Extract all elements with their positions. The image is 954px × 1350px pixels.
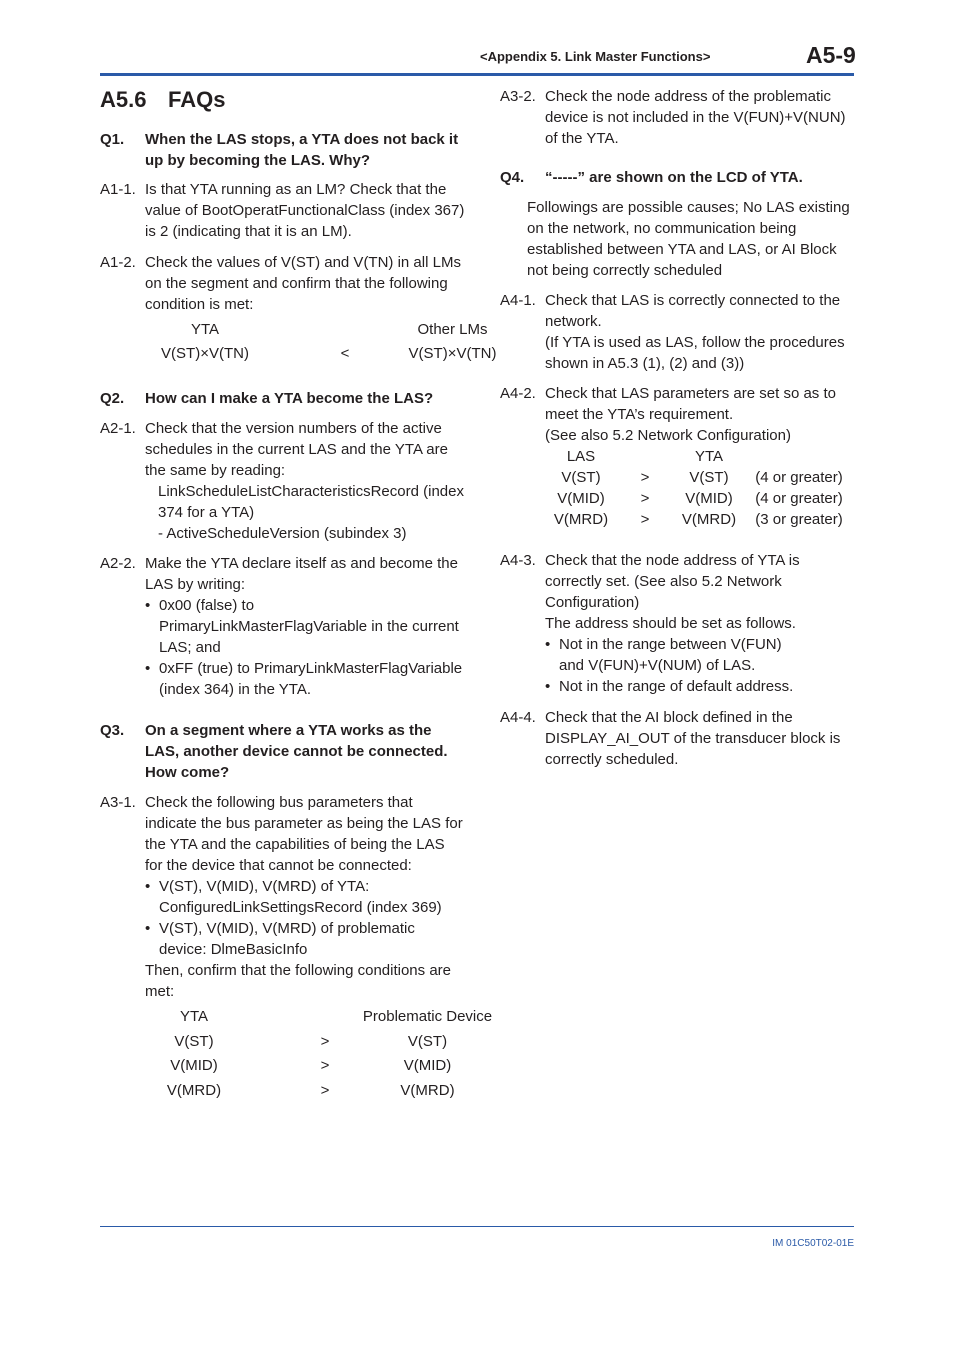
condition-table-q3: YTA Problematic Device V(ST) > V(ST) V(MID) > V(MID) V(MRD) > V(MRD) — [166, 1008, 493, 1099]
subindex-name: - ActiveScheduleVersion (subindex 3) — [158, 525, 407, 542]
answer-a4-2: A4-2. Check that LAS parameters are set so as to meet the YTA’s requirement. (See also 5.2 Network Configuration) — [500, 383, 860, 446]
bullet-item: • V(ST), V(MID), V(MRD) of YTA: ConfiguredLinkSettingsRecord (index 369) — [145, 878, 442, 916]
answer-a1-1: A1-1. Is that YTA running as an LM? Check that the value of BootOperatFunctionalClass (index 367) is 2 (indicating that it is an LM). — [100, 181, 465, 240]
right-column — [500, 86, 860, 770]
section-title: A5.6 FAQs — [100, 87, 226, 112]
bullet-item: • 0x00 (false) to PrimaryLinkMasterFlagVariable in the current LAS; and — [145, 597, 459, 656]
answer-a1-2: A1-2. Check the values of V(ST) and V(TN) in all LMs on the segment and confirm that the following condition is met: — [100, 254, 461, 313]
bullet-item: • 0xFF (true) to PrimaryLinkMasterFlagVariable (index 364) in the YTA. — [145, 660, 463, 698]
document-id: IM 01C50T02-01E — [772, 1238, 854, 1249]
note-text: (If YTA is used as LAS, follow the procedures shown in A5.3 (1), (2) and (3)) — [545, 334, 845, 372]
question-q2: Q2. How can I make a YTA become the LAS? — [100, 390, 434, 407]
note-text: (See also 5.2 Network Configuration) — [545, 427, 791, 444]
answer-a3-1: A3-1. Check the following bus parameters that indicate the bus parameter as being the LAS for the YTA and the capabilities of being the LAS for the device that cannot be connected: • V(ST), V(MID), V(MRD) of YTA: ConfiguredLinkSettingsRecord (index 369) • V(ST), V(MID), V(MRD) of problematic device: DlmeBasicInfo Then, confirm that the following conditions are met: — [100, 792, 465, 1002]
bullet-item: • V(ST), V(MID), V(MRD) of problematic device: DlmeBasicInfo — [145, 920, 415, 958]
instruction-text: Then, confirm that the following conditions are met: — [145, 962, 451, 1000]
answer-a2-1: A2-1. Check that the version numbers of the active schedules in the current LAS and the YTA are the same by reading: LinkScheduleListCharacteristicsRecord (index 374 for a YTA) - ActiveScheduleVersion (subindex 3) — [100, 420, 464, 542]
bullet-item: • Not in the range of default address. — [545, 678, 794, 695]
answer-a4-3: A4-3. Check that the node address of YTA is correctly set. (See also 5.2 Network Configuration) The address should be set as follows. • Not in the range between V(FUN) and V(FUN)+V(NUM) of LAS. • Not in the range of default address. — [500, 550, 860, 697]
question-q4: Q4. “-----” are shown on the LCD of YTA. — [500, 169, 803, 186]
condition-table-q4: LAS YTA V(ST) > V(ST) (4 or greater) V(MID) > V(MID) (4 or greater) V(MRD) > V(MRD) (3 or greater) — [553, 448, 843, 528]
answer-a2-2: A2-2. Make the YTA declare itself as and become the LAS by writing: • 0x00 (false) to PrimaryLinkMasterFlagVariable in the current LAS; and • 0xFF (true) to PrimaryLinkMasterFlagVariable (index 364) in the YTA. — [100, 553, 465, 700]
record-name: LinkScheduleListCharacteristicsRecord (index 374 for a YTA) — [158, 483, 464, 521]
causes-paragraph: Followings are possible causes; No LAS existing on the network, no communication being established between YTA and LAS, or AI Block not being correctly scheduled — [527, 199, 850, 279]
header-rule — [100, 73, 854, 76]
question-q3: Q3. On a segment where a YTA works as the LAS, another device cannot be connected. How come? — [100, 722, 448, 781]
page-number: A5-9 — [806, 42, 856, 68]
note-text: The address should be set as follows. — [545, 615, 796, 632]
header-section: <Appendix 5. Link Master Functions> — [480, 49, 711, 64]
answer-a4-1: A4-1. Check that LAS is correctly connected to the network. (If YTA is used as LAS, follow the procedures shown in A5.3 (1), (2) and (3)) — [500, 290, 860, 374]
left-column — [100, 86, 497, 1103]
answer-a3-2: A3-2. Check the node address of the problematic device is not included in the V(FUN)+V(NUN) of the YTA. — [500, 88, 846, 147]
bullet-item: • Not in the range between V(FUN) and V(FUN)+V(NUM) of LAS. — [545, 636, 782, 674]
footer-rule — [100, 1226, 854, 1227]
condition-table-q1: YTA Other LMs V(ST)×V(TN) < V(ST)×V(TN) — [161, 321, 497, 362]
question-q1: Q1. When the LAS stops, a YTA does not back it up by becoming the LAS. Why? — [100, 131, 459, 169]
answer-a4-4: A4-4. Check that the AI block defined in the DISPLAY_AI_OUT of the transducer block is correctly scheduled. — [500, 709, 841, 768]
